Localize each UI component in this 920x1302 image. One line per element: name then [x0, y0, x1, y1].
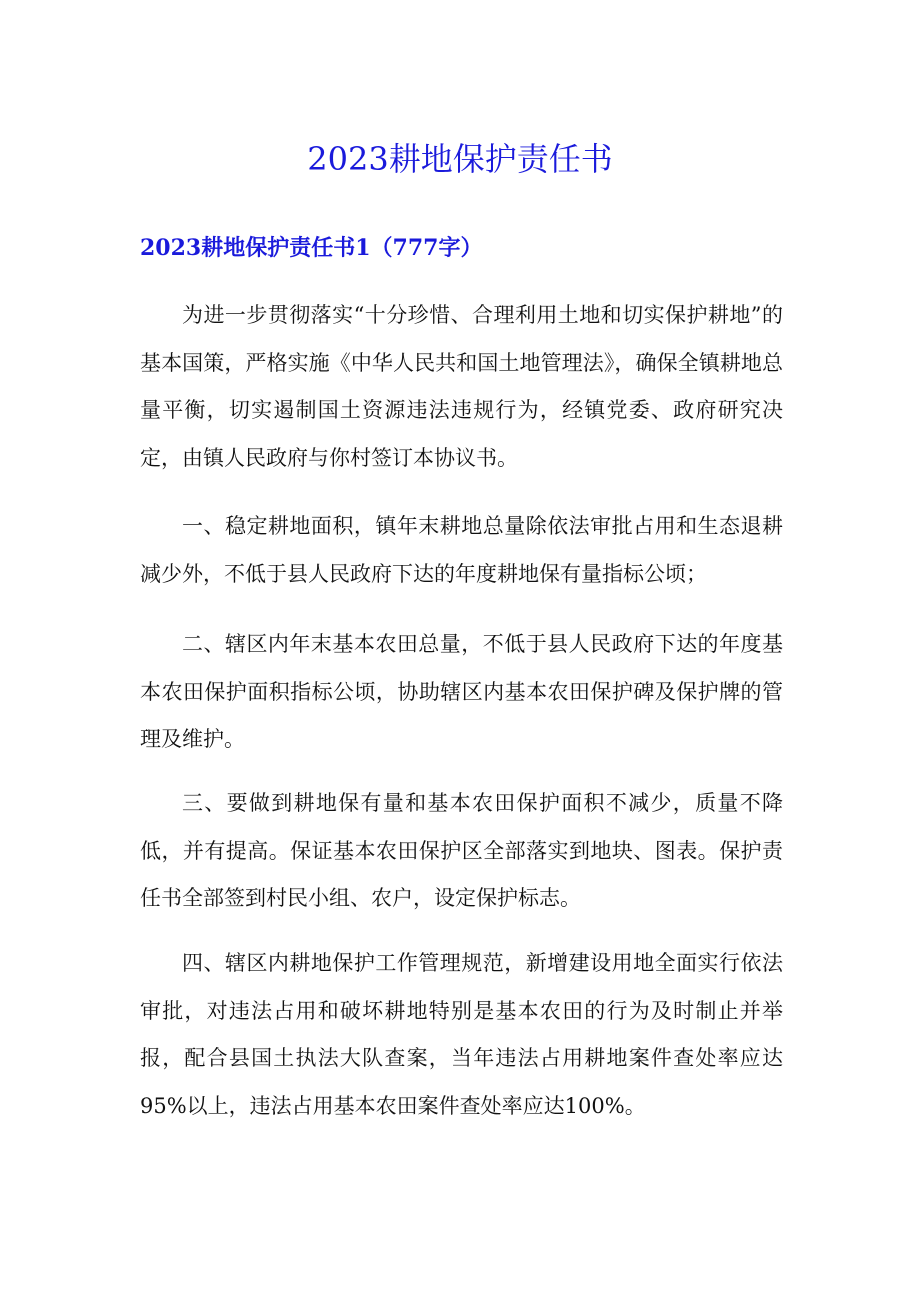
section-heading: 2023耕地保护责任书1（777字）	[140, 235, 483, 261]
document-title: 2023耕地保护责任书	[307, 140, 613, 178]
paragraph-item-4: 四、辖区内耕地保护工作管理规范，新增建设用地全面实行依法审批，对违法占用和破坏耕地特别是基本农田的行为及时制止并举报，配合县国土执法大队查案，当年违法占用耕地案件查处率应达95%以上，违法占用基本农田案件查处率应达100%。	[140, 951, 783, 1118]
paragraph-intro: 为进一步贯彻落实“十分珍惜、合理利用土地和切实保护耕地”的基本国策，严格实施《中华人民共和国土地管理法》，确保全镇耕地总量平衡，切实遏制国土资源违法违规行为，经镇党委、政府研究决定，由镇人民政府与你村签订本协议书。	[140, 303, 783, 470]
paragraph-item-2: 二、辖区内年末基本农田总量，不低于县人民政府下达的年度基本农田保护面积指标公顷，协助辖区内基本农田保护碑及保护牌的管理及维护。	[140, 632, 783, 751]
paragraph-item-1: 一、稳定耕地面积，镇年末耕地总量除依法审批占用和生态退耕减少外，不低于县人民政府下达的年度耕地保有量指标公顷；	[140, 514, 783, 586]
paragraph-item-3: 三、要做到耕地保有量和基本农田保护面积不减少，质量不降低，并有提高。保证基本农田保护区全部落实到地块、图表。保护责任书全部签到村民小组、农户，设定保护标志。	[140, 791, 783, 910]
